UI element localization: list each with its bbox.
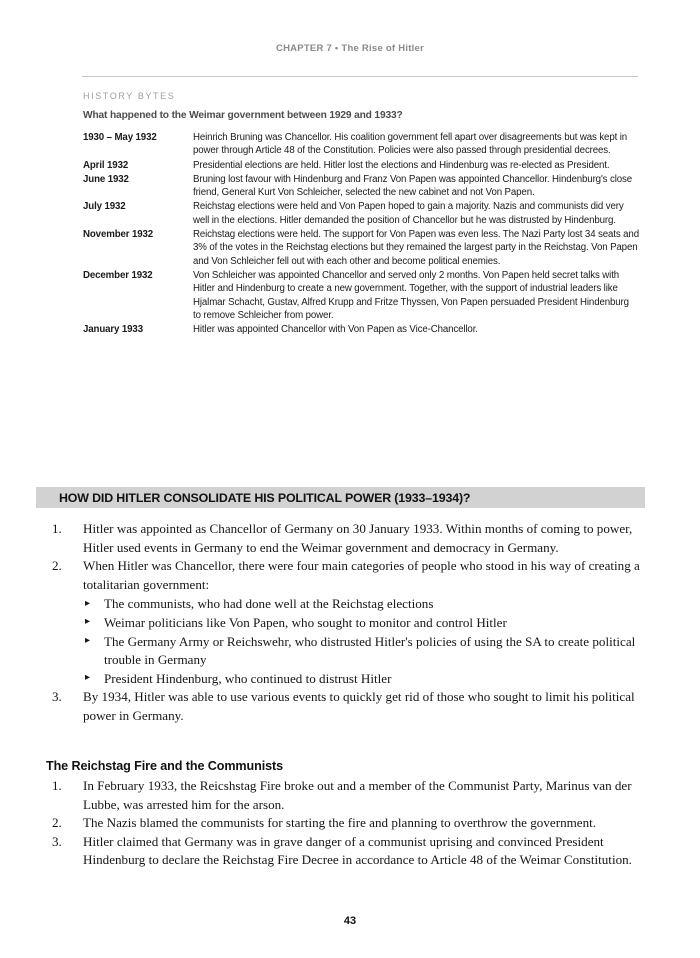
sub-bullet-text: The Germany Army or Reichswehr, who distrusted Hitler's policies of using the SA to create political trouble in Germany <box>104 633 636 668</box>
history-bytes-table <box>83 131 639 337</box>
triangle-bullet-icon: ▸ <box>85 635 91 647</box>
triangle-bullet-icon: ▸ <box>85 597 91 609</box>
list-item <box>46 833 646 870</box>
list-item <box>46 688 646 725</box>
reichstag-fire-numbered-list <box>46 777 646 870</box>
list-item-number: 2. <box>52 815 62 831</box>
timeline-detail: Hitler was appointed Chancellor with Von Papen as Vice-Chancellor. <box>193 324 478 336</box>
sub-bullet-text: Weimar politicians like Von Papen, who sought to monitor and control Hitler <box>104 614 507 630</box>
list-item-number: 1. <box>52 778 62 793</box>
sub-bullet-item <box>83 595 646 614</box>
timeline-period: June 1932 <box>83 173 129 185</box>
consolidation-list-container <box>46 520 646 726</box>
list-item-number: 3. <box>52 833 62 849</box>
table-row <box>83 228 639 269</box>
list-item <box>46 777 646 814</box>
timeline-detail: Presidential elections are held. Hitler lost the elections and Hindenburg was re-elected as President. <box>193 159 610 171</box>
triangle-bullet-icon: ▸ <box>85 672 91 684</box>
page-number: 43 <box>343 915 357 927</box>
consolidation-numbered-list <box>46 520 646 726</box>
triangle-bullet-icon: ▸ <box>85 616 91 628</box>
history-bytes-label: HISTORY BYTES <box>83 91 176 101</box>
subsection-heading: The Reichstag Fire and the Communists <box>46 759 284 773</box>
table-row <box>83 200 639 228</box>
list-item-number: 1. <box>52 521 62 536</box>
timeline-detail: Von Schleicher was appointed Chancellor and served only 2 months. Von Papen held secret talks with Hitler and Hindenburg to create a new government. Together, with the support of industrial leaders like Hjalmar Schacht, Gustav, Alfred Krupp and Fritze Thyssen, Von Papen persuaded President Hindenburg to remove Schleicher from power. <box>193 269 629 321</box>
table-row <box>83 269 639 323</box>
list-item-text: By 1934, Hitler was able to use various events to quickly get rid of those who sought to limit his political power in Germany. <box>83 689 635 723</box>
subsection-heading-container <box>46 757 646 776</box>
sub-bullet-list <box>83 595 646 688</box>
sub-bullet-text: The communists, who had done well at the Reichstag elections <box>104 596 434 612</box>
list-item-text: In February 1933, the Reicshstag Fire broke out and a member of the Communist Party, Marinus van der Lubbe, was arrested him for the arson. <box>83 778 632 812</box>
timeline-detail: Reichstag elections were held. The support for Von Papen was even less. The Nazi Party lost 34 seats and 3% of the votes in the Reichstag elections but they remained the largest party in the Reichstag. Von Papen and Von Schleicher fell out with each other and become political enemies. <box>193 229 639 267</box>
timeline-period: 1930 – May 1932 <box>83 132 157 143</box>
table-row <box>83 173 639 201</box>
timeline-detail: Bruning lost favour with Hindenburg and Franz Von Papen was appointed Chancellor. Hindenburg's close friend, General Kurt Von Schleicher, selected the new cabinet and not Von Papen. <box>193 173 632 199</box>
list-item <box>46 520 646 557</box>
list-item-text: The Nazis blamed the communists for starting the fire and planning to overthrow the government. <box>83 815 597 831</box>
timeline-period: July 1932 <box>83 201 126 213</box>
sub-bullet-item <box>83 614 646 633</box>
table-row <box>83 131 639 159</box>
list-item-text: When Hitler was Chancellor, there were four main categories of people who stood in his way of creating a totalitarian government: <box>83 558 640 592</box>
history-bytes-divider <box>82 76 638 77</box>
sub-bullet-item <box>83 633 646 670</box>
timeline-detail: Reichstag elections were held and Von Papen hoped to gain a majority. Nazis and communists did very well in the elections. Hitler demanded the position of Chancellor but he was distrusted by Hindenburg. <box>193 201 624 226</box>
timeline-period: January 1933 <box>83 324 143 336</box>
timeline-period: December 1932 <box>83 269 153 281</box>
list-item <box>46 814 646 833</box>
timeline-period: November 1932 <box>83 229 154 241</box>
list-item-number: 3. <box>52 689 62 705</box>
history-bytes-question: What happened to the Weimar government between 1929 and 1933? <box>83 110 403 121</box>
list-item-number: 2. <box>52 558 62 574</box>
table-row <box>83 323 639 337</box>
sub-bullet-text: President Hindenburg, who continued to distrust Hitler <box>104 670 392 686</box>
timeline-detail: Heinrich Bruning was Chancellor. His coalition government fell apart over disagreements but was kept in power through Article 48 of the Constitution. Policies were also passed through presidential decrees. <box>193 132 628 157</box>
sub-bullet-item <box>83 670 646 689</box>
list-item-text: Hitler was appointed as Chancellor of Germany on 30 January 1933. Within months of coming to power, Hitler used events in Germany to end the Weimar government and democracy in Germany. <box>83 521 633 555</box>
table-row <box>83 159 639 173</box>
section-banner <box>36 487 645 508</box>
running-head: CHAPTER 7 • The Rise of Hitler <box>275 43 425 54</box>
list-item <box>46 557 646 688</box>
list-item-text: Hitler claimed that Germany was in grave danger of a communist uprising and convinced President Hindenburg to declare the Reichstag Fire Decree in accordance to Article 48 of the Weimar Constitution. <box>83 833 632 868</box>
timeline-period: April 1932 <box>83 159 129 171</box>
section-banner-title: HOW DID HITLER CONSOLIDATE HIS POLITICAL POWER (1933–1934)? <box>59 490 471 505</box>
reichstag-fire-list-container <box>46 777 646 870</box>
